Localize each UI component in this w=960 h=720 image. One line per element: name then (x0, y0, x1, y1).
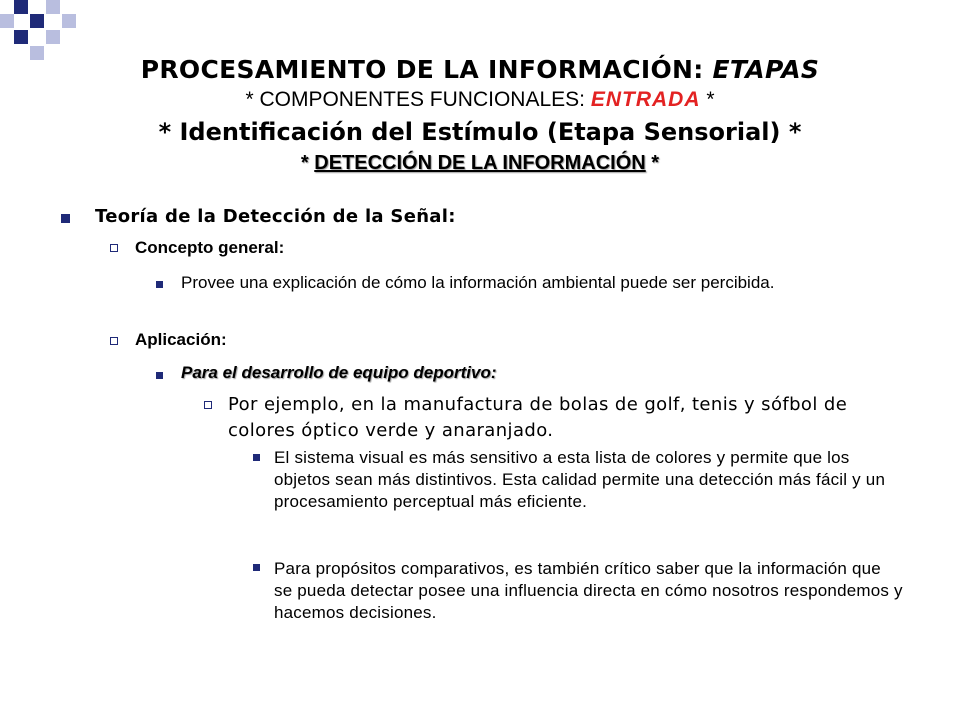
corner-square (46, 0, 60, 14)
hollow-square-bullet-icon (110, 244, 118, 252)
corner-square (14, 30, 28, 44)
corner-square (14, 0, 28, 14)
corner-square (46, 30, 60, 44)
title-line-2 (0, 85, 960, 114)
bullet-square-icon (156, 372, 163, 379)
title-line-4-prefix: * (300, 152, 315, 174)
square-bullet-icon (253, 564, 260, 571)
slide-title (0, 54, 960, 175)
title-line-2-suffix: * (700, 88, 715, 111)
corner-square (30, 14, 44, 28)
corner-square (62, 14, 76, 28)
detail-text-2: Para propósitos comparativos, es también crítico saber que la información que se pueda detectar posee una influencia directa en cómo nosotros respondemos y hacemos decisiones. (274, 559, 903, 622)
title-line-2-accent: ENTRADA (590, 88, 701, 111)
concept-label: Concepto general: (135, 238, 285, 257)
example-text: Por ejemplo, en la manufactura de bolas de golf, tenis y sófbol de colores óptico verde y anaranjado. (228, 394, 848, 441)
title-line-1-italic: ETAPAS (712, 55, 820, 84)
title-line-3: * Identificación del Estímulo (Etapa Sensorial) * (158, 118, 802, 146)
bullet-square-icon (156, 281, 163, 288)
title-line-2-text: * COMPONENTES FUNCIONALES: (245, 88, 591, 111)
title-line-4 (0, 151, 960, 175)
title-line-1-text: PROCESAMIENTO DE LA INFORMACIÓN: (140, 55, 713, 84)
section-heading: Teoría de la Detección de la Señal: (95, 206, 456, 227)
title-line-4-underlined: DETECCIÓN DE LA INFORMACIÓN (314, 152, 646, 174)
corner-square (0, 14, 14, 28)
hollow-square-bullet-icon (204, 401, 212, 409)
hollow-square-bullet-icon (110, 337, 118, 345)
bullet-square-icon (61, 214, 70, 223)
corner-decoration (0, 0, 80, 60)
title-line-4-suffix: * (645, 152, 660, 174)
square-bullet-icon (253, 454, 260, 461)
detail-text-1: El sistema visual es más sensitivo a esta lista de colores y permite que los objetos sean más distintivos. Esta calidad permite una detección más fácil y un procesamiento perceptual más eficiente. (274, 448, 886, 511)
application-label: Aplicación: (135, 330, 227, 349)
title-line-1 (0, 54, 960, 85)
concept-text: Provee una explicación de cómo la información ambiental puede ser percibida. (181, 273, 775, 292)
application-sublabel: Para el desarrollo de equipo deportivo: (181, 363, 497, 382)
